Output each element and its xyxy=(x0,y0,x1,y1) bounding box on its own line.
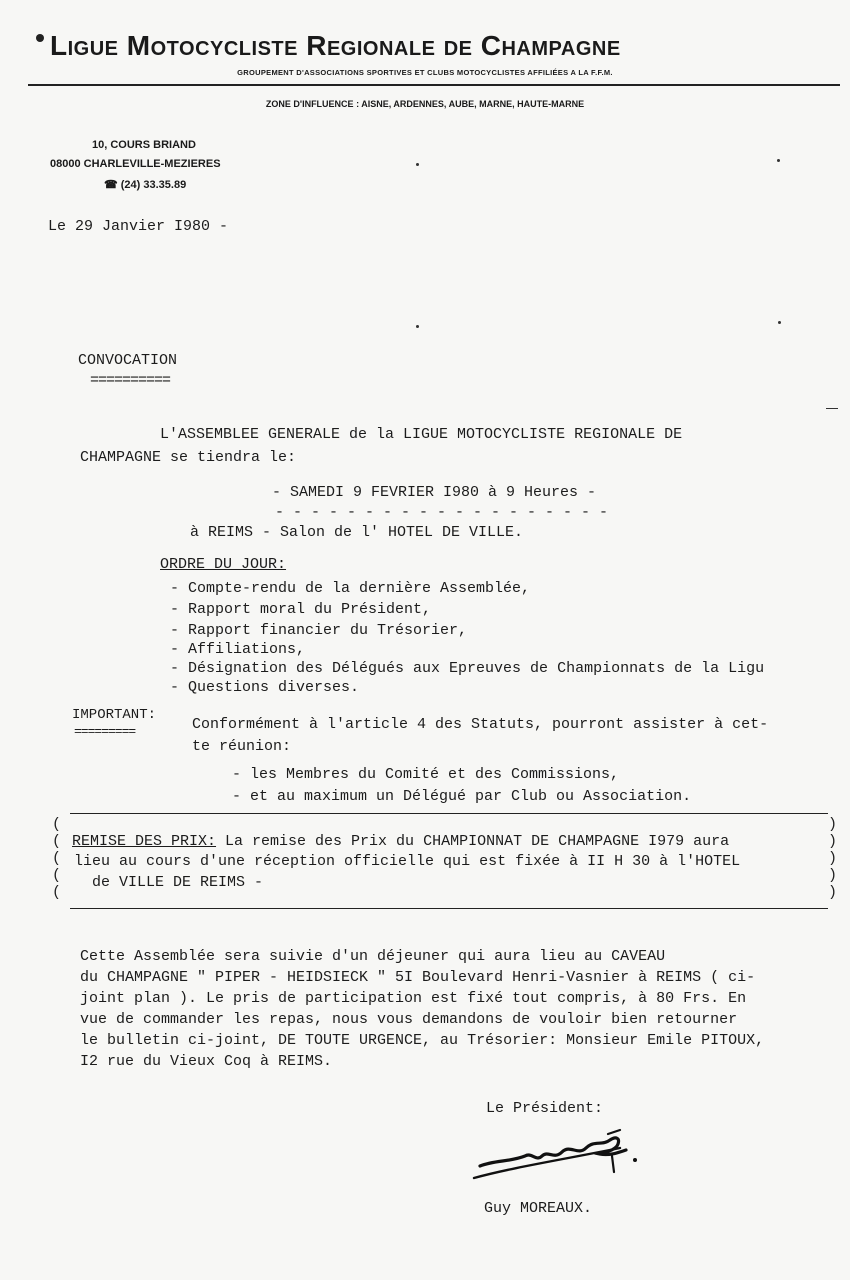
prize-label: REMISE DES PRIX: xyxy=(72,833,217,850)
address-city: 08000 CHARLEVILLE-MEZIERES xyxy=(50,158,221,170)
letterhead-rule xyxy=(28,84,840,86)
important-underline: ========= xyxy=(74,724,136,739)
handwritten-signature xyxy=(470,1122,650,1192)
agenda-item: - Rapport moral du Président, xyxy=(170,601,432,618)
signatory-name: Guy MOREAUX. xyxy=(484,1200,593,1217)
meeting-date-dashes: - - - - - - - - - - - - - - - - - - - xyxy=(275,504,609,521)
prize-text: La remise des Prix du CHAMPIONNAT DE CHAMPAGNE I979 aura xyxy=(216,833,730,850)
attendee-item: - les Membres du Comité et des Commissions, xyxy=(232,766,620,783)
important-line-2: te réunion: xyxy=(192,738,292,755)
punch-dot xyxy=(416,163,419,166)
address-street: 10, COURS BRIAND xyxy=(92,139,196,151)
prize-box-right-bracket: ) ) ) ) ) xyxy=(828,816,838,901)
letterhead-bullet xyxy=(36,34,44,42)
closing-line: I2 rue du Vieux Coq à REIMS. xyxy=(80,1053,333,1070)
letter-heading: CONVOCATION xyxy=(78,352,178,369)
attendee-item: - et au maximum un Délégué par Club ou Association. xyxy=(232,788,692,805)
punch-dot xyxy=(778,321,781,324)
address-phone: ☎ (24) 33.35.89 xyxy=(104,179,187,191)
agenda-item: - Compte-rendu de la dernière Assemblée, xyxy=(170,580,531,597)
agenda-item: - Désignation des Délégués aux Epreuves de Championnats de la Ligu xyxy=(170,660,765,677)
heading-underline: ========== xyxy=(90,372,171,389)
prize-line-3: de VILLE DE REIMS - xyxy=(92,874,264,891)
closing-line: le bulletin ci-joint, DE TOUTE URGENCE, au Trésorier: Monsieur Emile PITOUX, xyxy=(80,1032,765,1049)
agenda-item: - Affiliations, xyxy=(170,641,306,658)
punch-dot xyxy=(416,325,419,328)
intro-line-1: L'ASSEMBLEE GENERALE de la LIGUE MOTOCYCLISTE REGIONALE DE xyxy=(160,426,683,443)
prize-box-bottom-rule xyxy=(70,908,828,909)
agenda-item: - Questions diverses. xyxy=(170,679,360,696)
prize-line-1 xyxy=(72,833,729,850)
agenda-title: ORDRE DU JOUR: xyxy=(160,556,287,573)
closing-line: joint plan ). Le pris de participation est fixé tout compris, à 80 Frs. En xyxy=(80,990,747,1007)
prize-box-top-rule xyxy=(70,813,828,814)
prize-line-2: lieu au cours d'une réception officielle qui est fixée à II H 30 à l'HOTEL xyxy=(74,853,741,870)
meeting-place: à REIMS - Salon de l' HOTEL DE VILLE. xyxy=(190,524,524,541)
closing-line: vue de commander les repas, nous vous demandons de vouloir bien retourner xyxy=(80,1011,738,1028)
agenda-item: - Rapport financier du Trésorier, xyxy=(170,622,468,639)
closing-line: du CHAMPAGNE " PIPER - HEIDSIECK " 5I Boulevard Henri-Vasnier à REIMS ( ci- xyxy=(80,969,756,986)
signoff: Le Président: xyxy=(486,1100,604,1117)
letter-date: Le 29 Janvier I980 - xyxy=(48,218,229,235)
letterhead-title: Ligue Motocycliste Regionale de Champagne xyxy=(50,30,621,61)
closing-line: Cette Assemblée sera suivie d'un déjeuner qui aura lieu au CAVEAU xyxy=(80,948,666,965)
fold-mark xyxy=(826,408,838,409)
important-label: IMPORTANT: xyxy=(72,707,157,723)
important-line-1: Conformément à l'article 4 des Statuts, pourront assister à cet- xyxy=(192,716,769,733)
letterhead-subtitle: GROUPEMENT D'ASSOCIATIONS SPORTIVES ET CLUBS MOTOCYCLISTES AFFILIÉES A LA F.F.M. xyxy=(237,68,613,77)
letterhead-zone: ZONE D'INFLUENCE : AISNE, ARDENNES, AUBE, MARNE, HAUTE-MARNE xyxy=(265,99,585,109)
meeting-date: - SAMEDI 9 FEVRIER I980 à 9 Heures - xyxy=(272,484,597,501)
prize-box-left-bracket: ( ( ( ( ( xyxy=(52,816,62,901)
punch-dot xyxy=(777,159,780,162)
intro-line-2: CHAMPAGNE se tiendra le: xyxy=(80,449,297,466)
